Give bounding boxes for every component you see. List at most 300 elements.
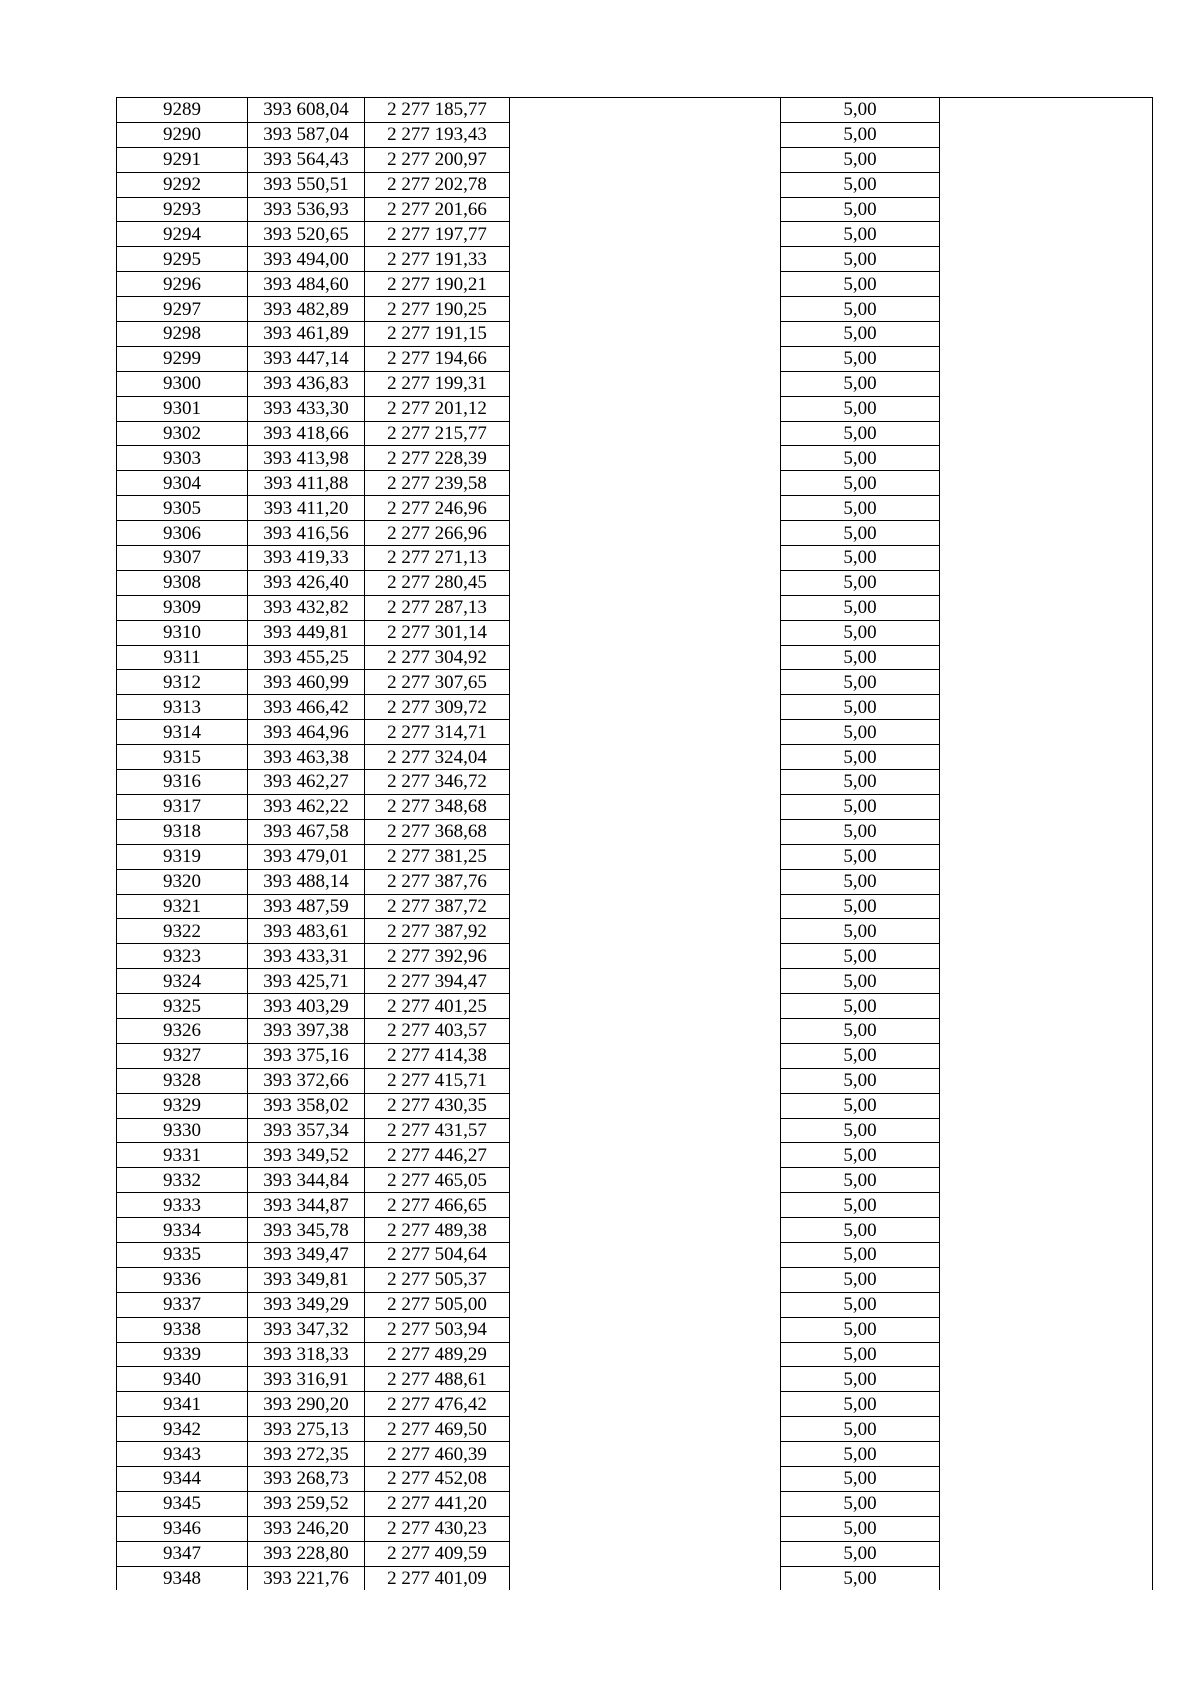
y-coordinate-cell: 2 277 197,77: [365, 222, 510, 247]
accuracy-cell: 5,00: [781, 1442, 940, 1467]
point-number-cell: 9314: [117, 720, 248, 745]
table-row: [117, 994, 1153, 1019]
x-coordinate-cell: 393 411,20: [248, 496, 365, 521]
blank-cell: [510, 1118, 781, 1143]
table-row: [117, 1417, 1153, 1442]
blank-cell: [940, 147, 1153, 172]
blank-cell: [940, 869, 1153, 894]
table-row: [117, 1342, 1153, 1367]
table-row: [117, 1018, 1153, 1043]
blank-cell: [510, 122, 781, 147]
blank-cell: [510, 1218, 781, 1243]
table-row: [117, 1566, 1153, 1590]
x-coordinate-cell: 393 482,89: [248, 297, 365, 322]
point-number-cell: 9304: [117, 471, 248, 496]
y-coordinate-cell: 2 277 309,72: [365, 695, 510, 720]
blank-cell: [940, 1442, 1153, 1467]
blank-cell: [510, 1442, 781, 1467]
table-row: [117, 1242, 1153, 1267]
blank-cell: [510, 1168, 781, 1193]
table-row: [117, 98, 1153, 123]
y-coordinate-cell: 2 277 228,39: [365, 446, 510, 471]
x-coordinate-cell: 393 455,25: [248, 645, 365, 670]
point-number-cell: 9299: [117, 346, 248, 371]
table-row: [117, 1168, 1153, 1193]
y-coordinate-cell: 2 277 403,57: [365, 1018, 510, 1043]
y-coordinate-cell: 2 277 415,71: [365, 1068, 510, 1093]
point-number-cell: 9345: [117, 1491, 248, 1516]
accuracy-cell: 5,00: [781, 770, 940, 795]
point-number-cell: 9312: [117, 670, 248, 695]
blank-cell: [940, 670, 1153, 695]
x-coordinate-cell: 393 259,52: [248, 1491, 365, 1516]
point-number-cell: 9295: [117, 247, 248, 272]
blank-cell: [940, 1242, 1153, 1267]
blank-cell: [940, 346, 1153, 371]
y-coordinate-cell: 2 277 505,37: [365, 1267, 510, 1292]
y-coordinate-cell: 2 277 266,96: [365, 521, 510, 546]
point-number-cell: 9320: [117, 869, 248, 894]
table-row: [117, 595, 1153, 620]
accuracy-cell: 5,00: [781, 1292, 940, 1317]
x-coordinate-cell: 393 349,81: [248, 1267, 365, 1292]
blank-cell: [510, 371, 781, 396]
y-coordinate-cell: 2 277 314,71: [365, 720, 510, 745]
point-number-cell: 9344: [117, 1466, 248, 1491]
blank-cell: [510, 794, 781, 819]
blank-cell: [940, 570, 1153, 595]
y-coordinate-cell: 2 277 215,77: [365, 421, 510, 446]
x-coordinate-cell: 393 463,38: [248, 745, 365, 770]
blank-cell: [510, 471, 781, 496]
point-number-cell: 9306: [117, 521, 248, 546]
x-coordinate-cell: 393 375,16: [248, 1043, 365, 1068]
table-row: [117, 1068, 1153, 1093]
blank-cell: [940, 919, 1153, 944]
x-coordinate-cell: 393 466,42: [248, 695, 365, 720]
table-row: [117, 570, 1153, 595]
point-number-cell: 9318: [117, 819, 248, 844]
point-number-cell: 9337: [117, 1292, 248, 1317]
blank-cell: [940, 98, 1153, 123]
x-coordinate-cell: 393 275,13: [248, 1417, 365, 1442]
accuracy-cell: 5,00: [781, 1466, 940, 1491]
x-coordinate-cell: 393 484,60: [248, 272, 365, 297]
point-number-cell: 9332: [117, 1168, 248, 1193]
point-number-cell: 9298: [117, 322, 248, 347]
point-number-cell: 9313: [117, 695, 248, 720]
blank-cell: [510, 322, 781, 347]
blank-cell: [940, 1068, 1153, 1093]
accuracy-cell: 5,00: [781, 1516, 940, 1541]
y-coordinate-cell: 2 277 191,15: [365, 322, 510, 347]
point-number-cell: 9310: [117, 620, 248, 645]
accuracy-cell: 5,00: [781, 396, 940, 421]
point-number-cell: 9340: [117, 1367, 248, 1392]
blank-cell: [940, 695, 1153, 720]
blank-cell: [940, 844, 1153, 869]
table-row: [117, 222, 1153, 247]
point-number-cell: 9293: [117, 197, 248, 222]
point-number-cell: 9330: [117, 1118, 248, 1143]
accuracy-cell: 5,00: [781, 1541, 940, 1566]
point-number-cell: 9329: [117, 1093, 248, 1118]
blank-cell: [510, 844, 781, 869]
accuracy-cell: 5,00: [781, 496, 940, 521]
table-row: [117, 844, 1153, 869]
x-coordinate-cell: 393 372,66: [248, 1068, 365, 1093]
blank-cell: [510, 1491, 781, 1516]
blank-cell: [940, 1491, 1153, 1516]
point-number-cell: 9343: [117, 1442, 248, 1467]
table-row: [117, 1118, 1153, 1143]
accuracy-cell: 5,00: [781, 122, 940, 147]
blank-cell: [940, 371, 1153, 396]
y-coordinate-cell: 2 277 387,92: [365, 919, 510, 944]
y-coordinate-cell: 2 277 469,50: [365, 1417, 510, 1442]
y-coordinate-cell: 2 277 246,96: [365, 496, 510, 521]
blank-cell: [940, 770, 1153, 795]
accuracy-cell: 5,00: [781, 894, 940, 919]
table-row: [117, 346, 1153, 371]
x-coordinate-cell: 393 433,31: [248, 944, 365, 969]
accuracy-cell: 5,00: [781, 446, 940, 471]
blank-cell: [940, 1193, 1153, 1218]
blank-cell: [510, 396, 781, 421]
point-number-cell: 9301: [117, 396, 248, 421]
blank-cell: [510, 521, 781, 546]
accuracy-cell: 5,00: [781, 371, 940, 396]
point-number-cell: 9339: [117, 1342, 248, 1367]
x-coordinate-cell: 393 425,71: [248, 969, 365, 994]
y-coordinate-cell: 2 277 452,08: [365, 1466, 510, 1491]
accuracy-cell: 5,00: [781, 844, 940, 869]
accuracy-cell: 5,00: [781, 222, 940, 247]
y-coordinate-cell: 2 277 201,66: [365, 197, 510, 222]
blank-cell: [940, 197, 1153, 222]
blank-cell: [510, 247, 781, 272]
table-row: [117, 396, 1153, 421]
coordinates-table-body: [117, 98, 1153, 1591]
blank-cell: [940, 172, 1153, 197]
y-coordinate-cell: 2 277 287,13: [365, 595, 510, 620]
x-coordinate-cell: 393 447,14: [248, 346, 365, 371]
blank-cell: [940, 1566, 1153, 1590]
table-row: [117, 1143, 1153, 1168]
x-coordinate-cell: 393 246,20: [248, 1516, 365, 1541]
table-row: [117, 421, 1153, 446]
y-coordinate-cell: 2 277 199,31: [365, 371, 510, 396]
accuracy-cell: 5,00: [781, 994, 940, 1019]
point-number-cell: 9292: [117, 172, 248, 197]
blank-cell: [510, 272, 781, 297]
x-coordinate-cell: 393 358,02: [248, 1093, 365, 1118]
table-row: [117, 894, 1153, 919]
table-row: [117, 172, 1153, 197]
y-coordinate-cell: 2 277 505,00: [365, 1292, 510, 1317]
table-row: [117, 1267, 1153, 1292]
point-number-cell: 9291: [117, 147, 248, 172]
blank-cell: [510, 695, 781, 720]
x-coordinate-cell: 393 608,04: [248, 98, 365, 123]
accuracy-cell: 5,00: [781, 1168, 940, 1193]
table-row: [117, 371, 1153, 396]
x-coordinate-cell: 393 462,27: [248, 770, 365, 795]
point-number-cell: 9317: [117, 794, 248, 819]
blank-cell: [940, 222, 1153, 247]
point-number-cell: 9323: [117, 944, 248, 969]
blank-cell: [940, 446, 1153, 471]
blank-cell: [510, 720, 781, 745]
blank-cell: [940, 720, 1153, 745]
point-number-cell: 9328: [117, 1068, 248, 1093]
y-coordinate-cell: 2 277 381,25: [365, 844, 510, 869]
y-coordinate-cell: 2 277 503,94: [365, 1317, 510, 1342]
table-row: [117, 1541, 1153, 1566]
x-coordinate-cell: 393 347,32: [248, 1317, 365, 1342]
blank-cell: [940, 1093, 1153, 1118]
x-coordinate-cell: 393 436,83: [248, 371, 365, 396]
table-row: [117, 546, 1153, 571]
blank-cell: [510, 346, 781, 371]
blank-cell: [510, 994, 781, 1019]
blank-cell: [510, 1367, 781, 1392]
accuracy-cell: 5,00: [781, 346, 940, 371]
blank-cell: [510, 1193, 781, 1218]
x-coordinate-cell: 393 228,80: [248, 1541, 365, 1566]
x-coordinate-cell: 393 344,87: [248, 1193, 365, 1218]
table-row: [117, 620, 1153, 645]
point-number-cell: 9324: [117, 969, 248, 994]
accuracy-cell: 5,00: [781, 1417, 940, 1442]
x-coordinate-cell: 393 449,81: [248, 620, 365, 645]
table-row: [117, 122, 1153, 147]
blank-cell: [940, 595, 1153, 620]
accuracy-cell: 5,00: [781, 247, 940, 272]
x-coordinate-cell: 393 467,58: [248, 819, 365, 844]
point-number-cell: 9338: [117, 1317, 248, 1342]
accuracy-cell: 5,00: [781, 172, 940, 197]
blank-cell: [940, 944, 1153, 969]
blank-cell: [510, 745, 781, 770]
point-number-cell: 9315: [117, 745, 248, 770]
y-coordinate-cell: 2 277 401,25: [365, 994, 510, 1019]
table-row: [117, 1317, 1153, 1342]
x-coordinate-cell: 393 413,98: [248, 446, 365, 471]
y-coordinate-cell: 2 277 368,68: [365, 819, 510, 844]
blank-cell: [940, 819, 1153, 844]
accuracy-cell: 5,00: [781, 1267, 940, 1292]
x-coordinate-cell: 393 345,78: [248, 1218, 365, 1243]
point-number-cell: 9309: [117, 595, 248, 620]
accuracy-cell: 5,00: [781, 1218, 940, 1243]
point-number-cell: 9316: [117, 770, 248, 795]
y-coordinate-cell: 2 277 280,45: [365, 570, 510, 595]
x-coordinate-cell: 393 432,82: [248, 595, 365, 620]
x-coordinate-cell: 393 318,33: [248, 1342, 365, 1367]
table-row: [117, 1367, 1153, 1392]
accuracy-cell: 5,00: [781, 1342, 940, 1367]
x-coordinate-cell: 393 462,22: [248, 794, 365, 819]
y-coordinate-cell: 2 277 430,23: [365, 1516, 510, 1541]
accuracy-cell: 5,00: [781, 745, 940, 770]
point-number-cell: 9348: [117, 1566, 248, 1590]
x-coordinate-cell: 393 464,96: [248, 720, 365, 745]
x-coordinate-cell: 393 349,29: [248, 1292, 365, 1317]
accuracy-cell: 5,00: [781, 1242, 940, 1267]
table-row: [117, 322, 1153, 347]
table-row: [117, 521, 1153, 546]
y-coordinate-cell: 2 277 202,78: [365, 172, 510, 197]
blank-cell: [510, 1292, 781, 1317]
y-coordinate-cell: 2 277 304,92: [365, 645, 510, 670]
y-coordinate-cell: 2 277 271,13: [365, 546, 510, 571]
blank-cell: [510, 1043, 781, 1068]
y-coordinate-cell: 2 277 476,42: [365, 1392, 510, 1417]
accuracy-cell: 5,00: [781, 1093, 940, 1118]
point-number-cell: 9294: [117, 222, 248, 247]
point-number-cell: 9326: [117, 1018, 248, 1043]
x-coordinate-cell: 393 483,61: [248, 919, 365, 944]
blank-cell: [940, 1516, 1153, 1541]
blank-cell: [940, 496, 1153, 521]
point-number-cell: 9325: [117, 994, 248, 1019]
accuracy-cell: 5,00: [781, 645, 940, 670]
table-row: [117, 869, 1153, 894]
blank-cell: [940, 247, 1153, 272]
blank-cell: [940, 1466, 1153, 1491]
table-row: [117, 944, 1153, 969]
blank-cell: [510, 222, 781, 247]
blank-cell: [510, 944, 781, 969]
blank-cell: [940, 1043, 1153, 1068]
y-coordinate-cell: 2 277 348,68: [365, 794, 510, 819]
accuracy-cell: 5,00: [781, 197, 940, 222]
table-row: [117, 297, 1153, 322]
table-row: [117, 670, 1153, 695]
blank-cell: [510, 446, 781, 471]
accuracy-cell: 5,00: [781, 670, 940, 695]
table-row: [117, 1193, 1153, 1218]
y-coordinate-cell: 2 277 200,97: [365, 147, 510, 172]
blank-cell: [940, 521, 1153, 546]
accuracy-cell: 5,00: [781, 521, 940, 546]
table-row: [117, 272, 1153, 297]
accuracy-cell: 5,00: [781, 570, 940, 595]
blank-cell: [940, 1143, 1153, 1168]
blank-cell: [940, 546, 1153, 571]
x-coordinate-cell: 393 411,88: [248, 471, 365, 496]
y-coordinate-cell: 2 277 387,72: [365, 894, 510, 919]
x-coordinate-cell: 393 587,04: [248, 122, 365, 147]
y-coordinate-cell: 2 277 307,65: [365, 670, 510, 695]
blank-cell: [510, 869, 781, 894]
blank-cell: [940, 1267, 1153, 1292]
table-row: [117, 197, 1153, 222]
x-coordinate-cell: 393 344,84: [248, 1168, 365, 1193]
blank-cell: [940, 471, 1153, 496]
blank-cell: [510, 1392, 781, 1417]
blank-cell: [510, 595, 781, 620]
blank-cell: [510, 98, 781, 123]
blank-cell: [940, 1168, 1153, 1193]
y-coordinate-cell: 2 277 191,33: [365, 247, 510, 272]
accuracy-cell: 5,00: [781, 1118, 940, 1143]
table-row: [117, 919, 1153, 944]
table-row: [117, 1093, 1153, 1118]
table-row: [117, 1466, 1153, 1491]
x-coordinate-cell: 393 564,43: [248, 147, 365, 172]
point-number-cell: 9341: [117, 1392, 248, 1417]
y-coordinate-cell: 2 277 201,12: [365, 396, 510, 421]
accuracy-cell: 5,00: [781, 147, 940, 172]
x-coordinate-cell: 393 550,51: [248, 172, 365, 197]
y-coordinate-cell: 2 277 414,38: [365, 1043, 510, 1068]
x-coordinate-cell: 393 419,33: [248, 546, 365, 571]
y-coordinate-cell: 2 277 488,61: [365, 1367, 510, 1392]
table-row: [117, 695, 1153, 720]
y-coordinate-cell: 2 277 193,43: [365, 122, 510, 147]
x-coordinate-cell: 393 316,91: [248, 1367, 365, 1392]
accuracy-cell: 5,00: [781, 471, 940, 496]
point-number-cell: 9300: [117, 371, 248, 396]
blank-cell: [940, 894, 1153, 919]
blank-cell: [940, 1317, 1153, 1342]
table-row: [117, 1491, 1153, 1516]
blank-cell: [510, 1242, 781, 1267]
blank-cell: [510, 1143, 781, 1168]
x-coordinate-cell: 393 433,30: [248, 396, 365, 421]
blank-cell: [940, 421, 1153, 446]
point-number-cell: 9346: [117, 1516, 248, 1541]
y-coordinate-cell: 2 277 441,20: [365, 1491, 510, 1516]
table-row: [117, 496, 1153, 521]
blank-cell: [940, 1292, 1153, 1317]
accuracy-cell: 5,00: [781, 1317, 940, 1342]
y-coordinate-cell: 2 277 394,47: [365, 969, 510, 994]
x-coordinate-cell: 393 268,73: [248, 1466, 365, 1491]
table-row: [117, 819, 1153, 844]
y-coordinate-cell: 2 277 346,72: [365, 770, 510, 795]
blank-cell: [510, 570, 781, 595]
blank-cell: [940, 122, 1153, 147]
y-coordinate-cell: 2 277 460,39: [365, 1442, 510, 1467]
accuracy-cell: 5,00: [781, 695, 940, 720]
point-number-cell: 9333: [117, 1193, 248, 1218]
table-row: [117, 247, 1153, 272]
accuracy-cell: 5,00: [781, 969, 940, 994]
point-number-cell: 9308: [117, 570, 248, 595]
accuracy-cell: 5,00: [781, 869, 940, 894]
blank-cell: [510, 645, 781, 670]
blank-cell: [940, 994, 1153, 1019]
point-number-cell: 9296: [117, 272, 248, 297]
point-number-cell: 9319: [117, 844, 248, 869]
y-coordinate-cell: 2 277 239,58: [365, 471, 510, 496]
blank-cell: [510, 770, 781, 795]
x-coordinate-cell: 393 416,56: [248, 521, 365, 546]
blank-cell: [510, 1093, 781, 1118]
accuracy-cell: 5,00: [781, 595, 940, 620]
blank-cell: [940, 1018, 1153, 1043]
blank-cell: [940, 272, 1153, 297]
table-row: [117, 745, 1153, 770]
table-row: [117, 1516, 1153, 1541]
y-coordinate-cell: 2 277 466,65: [365, 1193, 510, 1218]
accuracy-cell: 5,00: [781, 1043, 940, 1068]
blank-cell: [510, 496, 781, 521]
blank-cell: [510, 1417, 781, 1442]
